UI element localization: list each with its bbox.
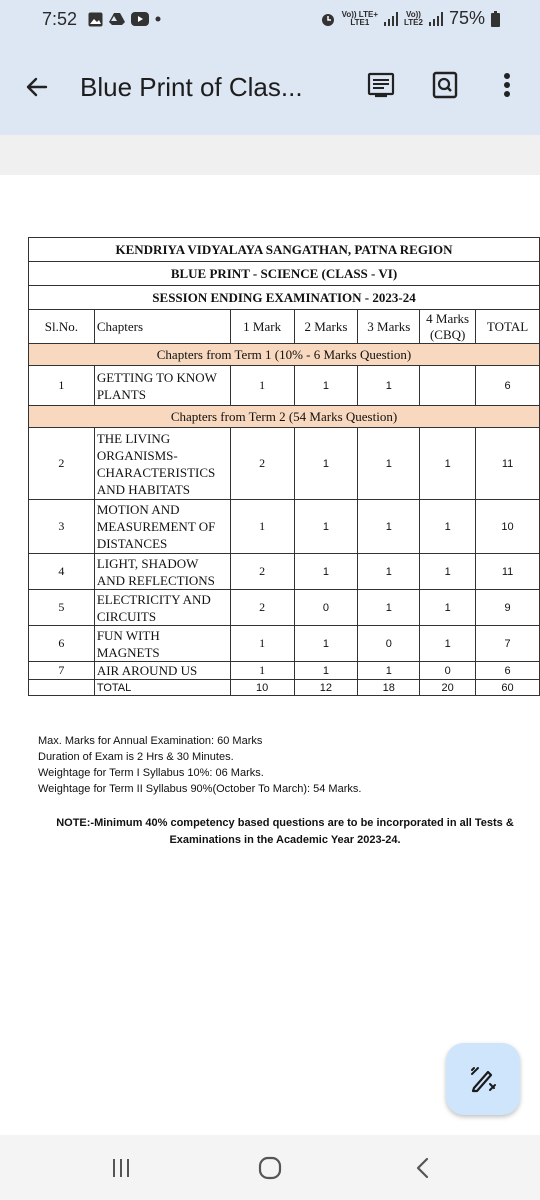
- row-1mark: 1: [230, 626, 294, 662]
- chapter-line: DISTANCES: [96, 536, 168, 551]
- row-1mark: 2: [230, 590, 294, 626]
- table-subheading: BLUE PRINT - SCIENCE (CLASS - VI): [29, 262, 540, 286]
- totals-label: TOTAL: [94, 680, 230, 696]
- chapter-line: PLANTS: [96, 386, 146, 402]
- row-2marks: 1: [294, 428, 358, 500]
- document-page[interactable]: [0, 175, 540, 1135]
- col-4marks-line1: 4 Marks: [426, 310, 470, 326]
- col-4marks: [420, 310, 476, 344]
- col-chapters: Chapters: [94, 310, 230, 344]
- col-slno: Sl.No.: [29, 310, 95, 344]
- signal2-icon: [429, 12, 443, 26]
- competency-note-line1: NOTE:-Minimum 40% competency based questions are to be incorporated in all Tests &: [56, 817, 514, 829]
- row-number: 5: [29, 590, 95, 626]
- drive-icon: [109, 12, 125, 26]
- row-2marks: 0: [294, 590, 358, 626]
- row-1mark: 2: [230, 554, 294, 590]
- pen-sparkle-icon: [468, 1064, 498, 1094]
- chapter-line: LIGHT, SHADOW: [96, 555, 199, 571]
- chapter-line: MOTION AND: [96, 502, 180, 517]
- chapter-line: ORGANISMS-: [96, 447, 178, 463]
- col-2marks: 2 Marks: [294, 310, 358, 344]
- gallery-icon: [88, 12, 103, 27]
- chapter-line: ELECTRICITY AND: [96, 591, 211, 607]
- text-view-icon[interactable]: [364, 68, 398, 102]
- chapter-line: GETTING TO KNOW: [96, 369, 217, 385]
- term2-label: Chapters from Term 2 (54 Marks Question): [29, 406, 540, 428]
- back-nav-icon[interactable]: [408, 1155, 438, 1181]
- chapter-line: AND HABITATS: [96, 481, 191, 497]
- row-1mark: 1: [230, 662, 294, 680]
- row-chapter: [94, 590, 230, 626]
- row-4marks: 1: [420, 554, 476, 590]
- row-4marks: 1: [420, 500, 476, 554]
- header-row-3: [29, 286, 540, 310]
- totals-total: 60: [476, 680, 540, 696]
- edit-fab-button[interactable]: [446, 1043, 520, 1115]
- table-row: [29, 626, 540, 662]
- totals-2marks: 12: [294, 680, 358, 696]
- table-row: [29, 366, 540, 406]
- chapter-line: FUN WITH: [96, 627, 160, 643]
- status-bar: [0, 0, 540, 40]
- row-3marks: 1: [358, 590, 420, 626]
- row-4marks: 1: [420, 626, 476, 662]
- row-total: 6: [476, 662, 540, 680]
- row-chapter: [94, 428, 230, 500]
- alarm-icon: [320, 11, 336, 27]
- row-total: 6: [476, 366, 540, 406]
- row-2marks: 1: [294, 366, 358, 406]
- row-3marks: 1: [358, 500, 420, 554]
- row-3marks: 1: [358, 554, 420, 590]
- back-arrow-icon[interactable]: [22, 72, 52, 102]
- row-number: 3: [29, 500, 95, 554]
- network2: Vo)) LTE2: [404, 9, 423, 27]
- row-1mark: 1: [230, 366, 294, 406]
- row-4marks: 1: [420, 590, 476, 626]
- recent-apps-icon[interactable]: [106, 1155, 136, 1181]
- row-2marks: 1: [294, 500, 358, 554]
- table-row: [29, 554, 540, 590]
- signal1-icon: [384, 12, 398, 26]
- row-4marks: [420, 366, 476, 406]
- chapter-line: THE LIVING: [96, 430, 171, 446]
- notification-icons: [88, 11, 161, 27]
- row-total: 10: [476, 500, 540, 554]
- document-search-icon[interactable]: [428, 68, 462, 102]
- app-bar: [0, 60, 540, 116]
- row-2marks: 1: [294, 626, 358, 662]
- col-total: TOTAL: [476, 310, 540, 344]
- row-chapter: [94, 626, 230, 662]
- row-3marks: 1: [358, 366, 420, 406]
- row-number: 4: [29, 554, 95, 590]
- row-number: 1: [29, 366, 95, 406]
- document-title: Blue Print of Clas...: [80, 72, 303, 102]
- row-4marks: 1: [420, 428, 476, 500]
- status-right: [320, 8, 500, 29]
- row-1mark: 2: [230, 428, 294, 500]
- chapter-line: MEASUREMENT OF: [96, 519, 216, 534]
- totals-3marks: 18: [358, 680, 420, 696]
- chapter-line: AIR AROUND US: [96, 663, 198, 678]
- note-term2-weightage: Weightage for Term II Syllabus 90%(October To March): 54 Marks.: [38, 783, 362, 795]
- chapter-line: CIRCUITS: [96, 608, 157, 624]
- row-1mark: 1: [230, 500, 294, 554]
- totals-1mark: 10: [230, 680, 294, 696]
- row-total: 7: [476, 626, 540, 662]
- row-3marks: 1: [358, 428, 420, 500]
- row-number: 2: [29, 428, 95, 500]
- header-row-1: [29, 238, 540, 262]
- note-max-marks: Max. Marks for Annual Examination: 60 Marks: [38, 735, 263, 747]
- term1-section-row: [29, 344, 540, 366]
- row-total: 9: [476, 590, 540, 626]
- header-row-2: [29, 262, 540, 286]
- row-number: 6: [29, 626, 95, 662]
- blueprint-table: [28, 237, 540, 696]
- row-4marks: 0: [420, 662, 476, 680]
- chapter-line: MAGNETS: [96, 644, 160, 660]
- chapter-line: CHARACTERISTICS: [96, 464, 216, 480]
- chapter-line: AND REFLECTIONS: [96, 572, 215, 588]
- note-duration: Duration of Exam is 2 Hrs & 30 Minutes.: [38, 751, 234, 763]
- battery-percent: 75%: [448, 8, 485, 28]
- row-number: 7: [29, 662, 95, 680]
- home-icon[interactable]: [255, 1155, 285, 1181]
- row-chapter: [94, 366, 230, 406]
- row-chapter: [94, 500, 230, 554]
- col-4marks-line2: (CBQ): [429, 326, 466, 342]
- row-2marks: 1: [294, 662, 358, 680]
- document-margin: [0, 135, 540, 175]
- row-chapter: [94, 554, 230, 590]
- totals-4marks: 20: [420, 680, 476, 696]
- competency-note-line2: Examinations in the Academic Year 2023-24.: [169, 834, 401, 846]
- top-bar: [0, 0, 540, 135]
- more-vert-icon[interactable]: [490, 68, 524, 102]
- table-row: [29, 428, 540, 500]
- column-header-row: [29, 310, 540, 344]
- row-total: 11: [476, 428, 540, 500]
- competency-note: [40, 815, 530, 849]
- table-heading: KENDRIYA VIDYALAYA SANGATHAN, PATNA REGION: [29, 238, 540, 262]
- note-term1-weightage: Weightage for Term I Syllabus 10%: 06 Marks.: [38, 767, 264, 779]
- table-row: [29, 500, 540, 554]
- battery-icon: [491, 11, 500, 27]
- row-chapter: [94, 662, 230, 680]
- table-session: SESSION ENDING EXAMINATION - 2023-24: [29, 286, 540, 310]
- dot-icon: [155, 16, 161, 22]
- row-2marks: 1: [294, 554, 358, 590]
- network1: Vo)) LTE+ LTE1: [341, 9, 378, 27]
- table-row: [29, 590, 540, 626]
- status-time: 7:52: [42, 9, 78, 29]
- row-3marks: 0: [358, 626, 420, 662]
- row-total: 11: [476, 554, 540, 590]
- term2-section-row: [29, 406, 540, 428]
- totals-row: [29, 680, 540, 696]
- col-1mark: 1 Mark: [230, 310, 294, 344]
- row-3marks: 1: [358, 662, 420, 680]
- exam-notes: [38, 733, 361, 797]
- system-nav-bar: [0, 1135, 540, 1200]
- table-row: [29, 662, 540, 680]
- youtube-icon: [131, 12, 149, 26]
- totals-empty: [29, 680, 95, 696]
- col-3marks: 3 Marks: [358, 310, 420, 344]
- term1-label: Chapters from Term 1 (10% - 6 Marks Question): [29, 344, 540, 366]
